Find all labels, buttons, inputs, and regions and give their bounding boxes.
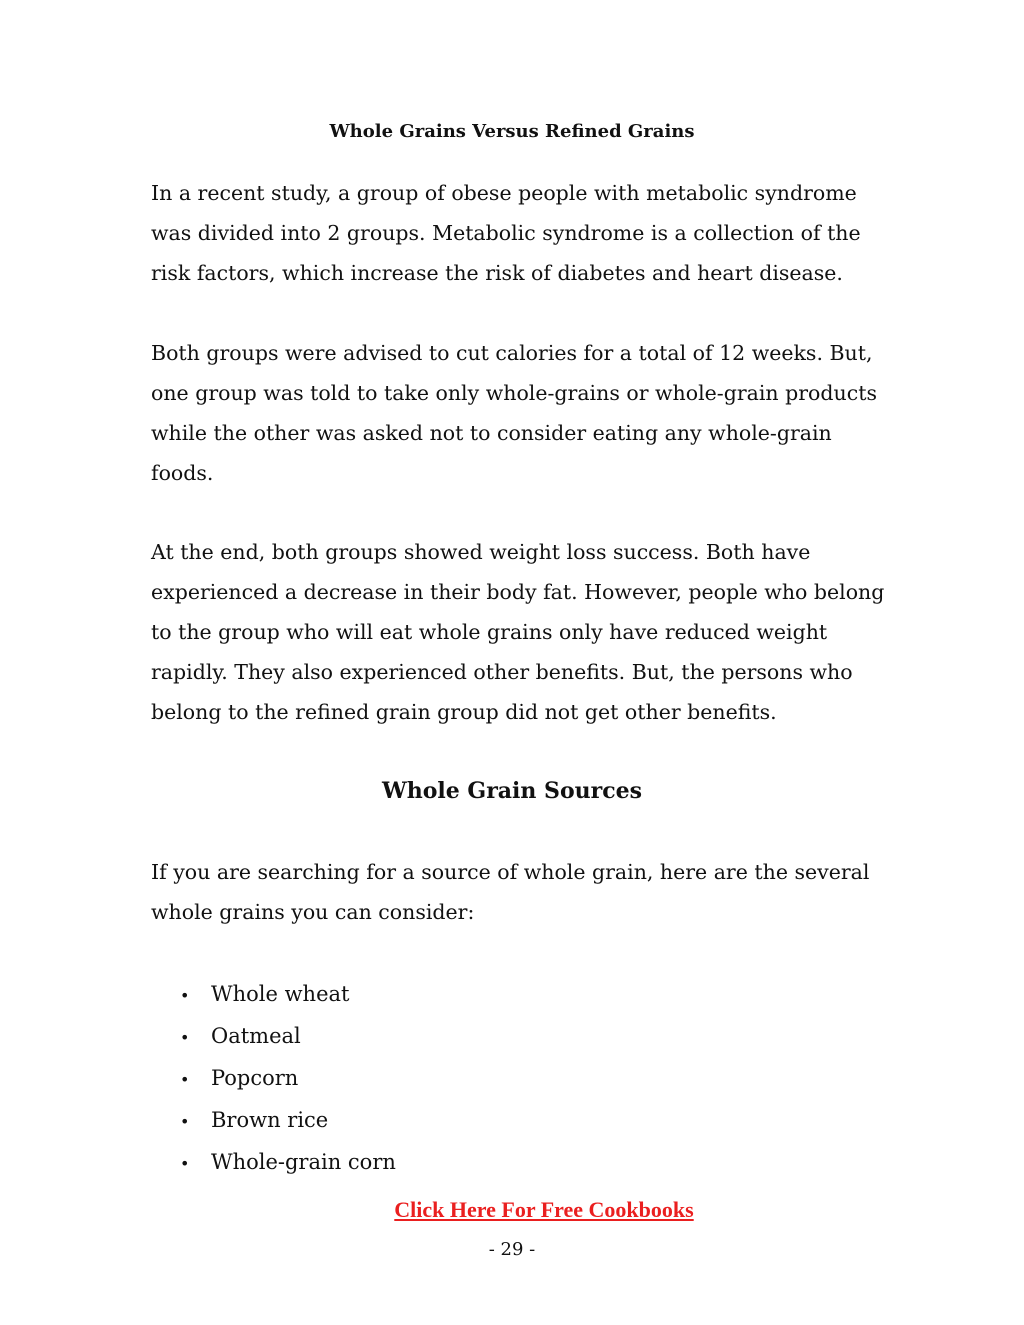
list-item xyxy=(180,1102,396,1144)
bullet-icon: • xyxy=(180,1112,190,1131)
text-line: to the group who will eat whole grains only have reduced weight xyxy=(151,620,828,644)
whole-grain-list xyxy=(180,976,396,1186)
text-line: In a recent study, a group of obese people with metabolic syndrome xyxy=(151,181,857,205)
list-item xyxy=(180,1060,396,1102)
text-line: risk factors, which increase the risk of diabetes and heart disease. xyxy=(151,261,843,285)
bullet-icon: • xyxy=(180,986,190,1005)
list-item-label: Whole-grain corn xyxy=(211,1150,396,1174)
text-line: Both groups were advised to cut calories for a total of 12 weeks. But, xyxy=(151,341,873,365)
paragraph-results xyxy=(151,532,885,732)
list-item xyxy=(180,1144,396,1186)
bullet-icon: • xyxy=(180,1070,190,1089)
text-line: belong to the refined grain group did not get other benefits. xyxy=(151,700,777,724)
text-line: experienced a decrease in their body fat. However, people who belong xyxy=(151,580,885,604)
paragraph-study xyxy=(151,173,881,293)
text-line: was divided into 2 groups. Metabolic syndrome is a collection of the xyxy=(151,221,861,245)
cookbooks-link-container xyxy=(0,1195,1024,1225)
text-line: one group was told to take only whole-grains or whole-grain products xyxy=(151,381,877,405)
text-line: while the other was asked not to consider eating any whole-grain xyxy=(151,421,832,445)
text-line: If you are searching for a source of whole grain, here are the several xyxy=(151,860,870,884)
text-line: foods. xyxy=(151,461,214,485)
list-item xyxy=(180,976,396,1018)
list-item-label: Brown rice xyxy=(211,1108,329,1132)
bullet-icon: • xyxy=(180,1154,190,1173)
list-item-label: Popcorn xyxy=(211,1066,299,1090)
text-line: rapidly. They also experienced other benefits. But, the persons who xyxy=(151,660,853,684)
paragraph-groups xyxy=(151,333,881,493)
free-cookbooks-link[interactable]: Click Here For Free Cookbooks xyxy=(394,1197,694,1222)
paragraph-intro xyxy=(151,852,881,932)
bullet-icon: • xyxy=(180,1028,190,1047)
page-number: - 29 - xyxy=(488,1239,536,1260)
list-item-label: Oatmeal xyxy=(211,1024,301,1048)
section-heading: Whole Grain Sources xyxy=(382,778,642,804)
list-item-label: Whole wheat xyxy=(211,982,350,1006)
page-title: Whole Grains Versus Refined Grains xyxy=(329,121,695,142)
list-item xyxy=(180,1018,396,1060)
text-line: At the end, both groups showed weight loss success. Both have xyxy=(151,540,811,564)
text-line: whole grains you can consider: xyxy=(151,900,475,924)
